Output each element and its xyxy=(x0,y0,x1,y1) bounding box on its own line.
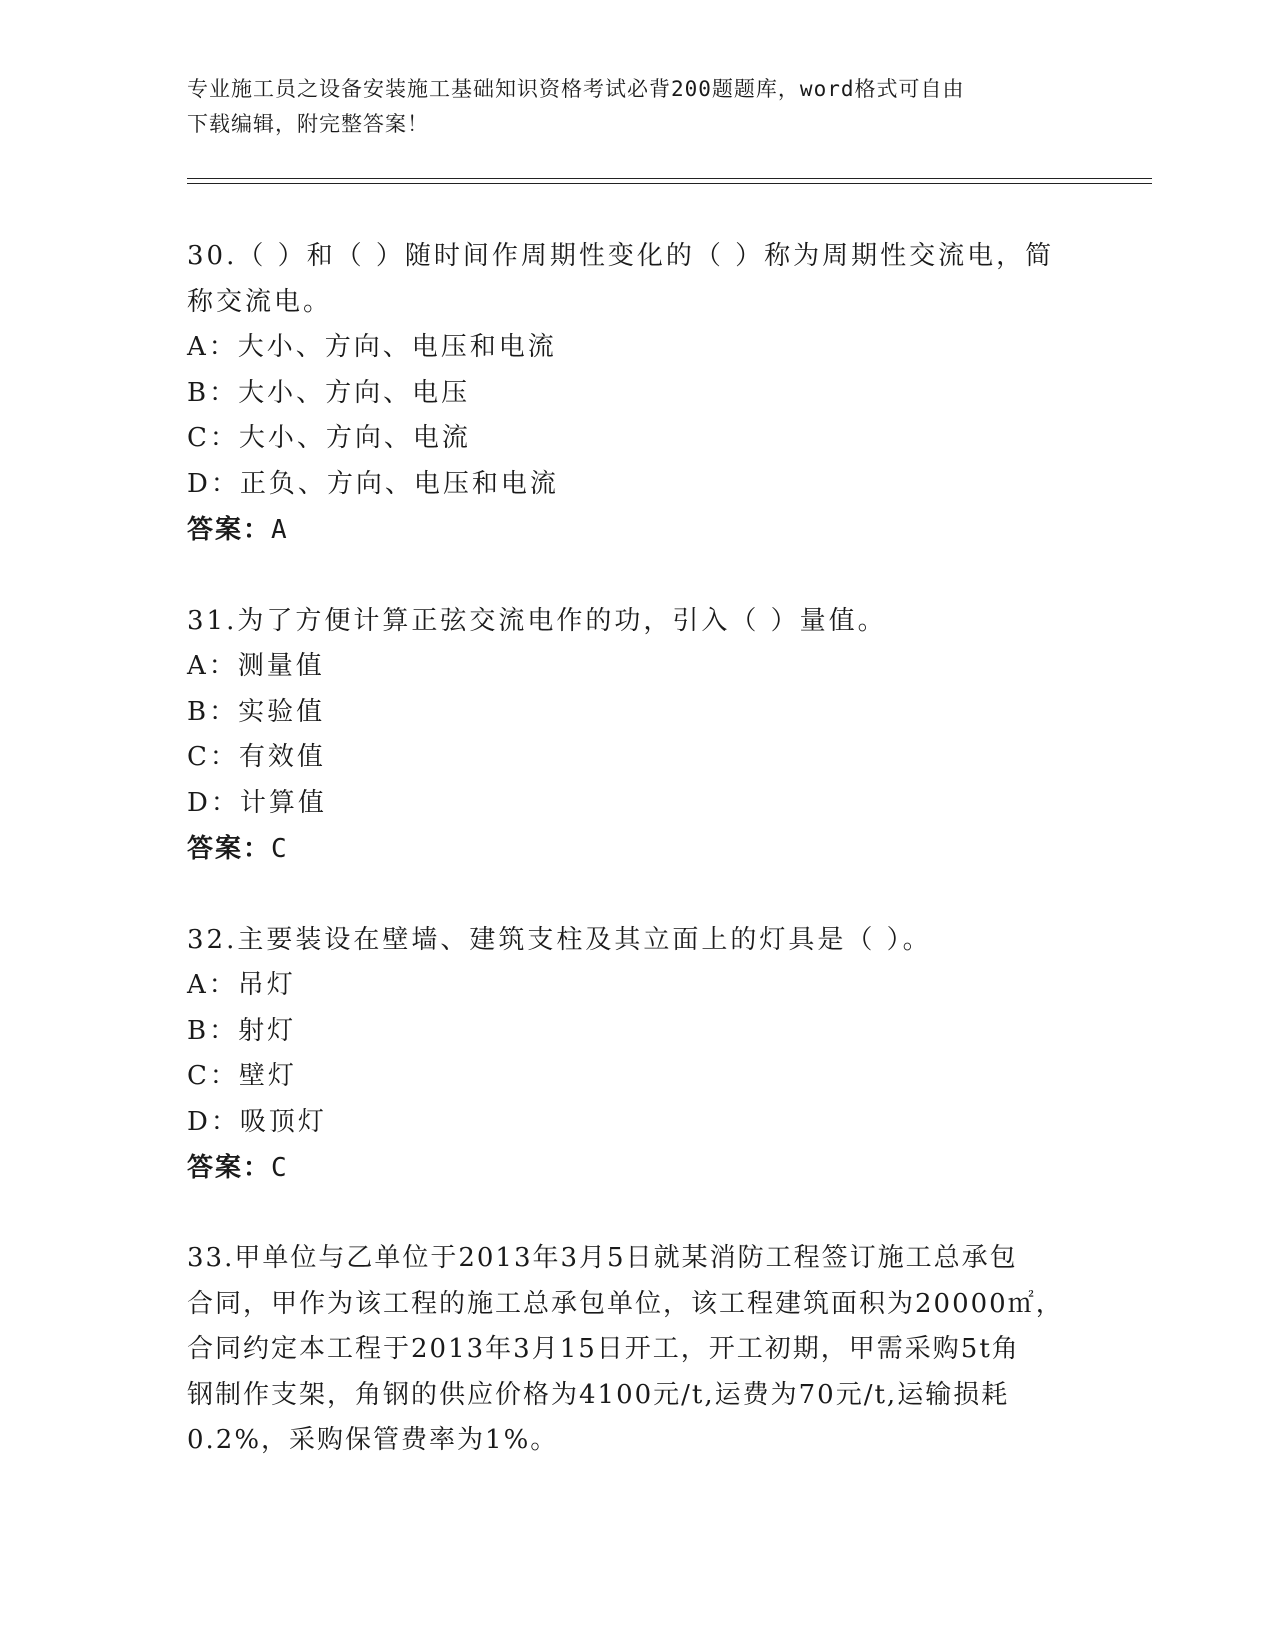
stem-line: 30.（ ）和（ ）随时间作周期性变化的（ ）称为周期性交流电，简 xyxy=(187,241,1055,271)
option-key: D： xyxy=(187,1106,240,1137)
option-b xyxy=(187,690,1087,736)
option-a xyxy=(187,644,1087,690)
document-header xyxy=(187,72,1087,142)
question-31 xyxy=(187,598,1087,872)
option-text: 测量值 xyxy=(237,651,325,681)
option-b xyxy=(187,1009,1087,1055)
option-key: A： xyxy=(187,970,238,1000)
option-text: 正负、方向、电压和电流 xyxy=(239,468,559,499)
option-d xyxy=(187,462,1087,508)
question-32 xyxy=(187,917,1087,1191)
option-key: B： xyxy=(187,1015,239,1046)
option-text: 大小、方向、电压 xyxy=(238,377,471,408)
option-text: 射灯 xyxy=(238,1015,297,1046)
option-text: 实验值 xyxy=(238,696,326,727)
header-divider xyxy=(187,183,1152,184)
option-text: 大小、方向、电压和电流 xyxy=(237,332,557,362)
header-line: 专业施工员之设备安装施工基础知识资格考试必背200题题库，word格式可自由 xyxy=(187,77,965,101)
option-key: A： xyxy=(187,651,238,681)
header-divider xyxy=(187,178,1152,179)
option-text: 计算值 xyxy=(239,787,327,818)
question-30 xyxy=(187,233,1087,553)
option-b xyxy=(187,371,1087,417)
question-stem xyxy=(187,598,1087,644)
stem-line: 31.为了方便计算正弦交流电作的功，引入（ ）量值。 xyxy=(187,606,887,636)
option-text: 吊灯 xyxy=(237,970,296,1000)
question-33 xyxy=(187,1236,1087,1464)
stem-line: 合同约定本工程于2013年3月15日开工，开工初期，甲需采购5t角 xyxy=(187,1334,1020,1364)
answer xyxy=(187,507,1087,553)
option-c xyxy=(187,735,1087,781)
option-key: C： xyxy=(187,423,239,453)
option-key: A： xyxy=(187,332,238,362)
question-stem xyxy=(187,1236,1087,1464)
option-text: 壁灯 xyxy=(238,1061,297,1091)
answer-label: 答案： xyxy=(187,1153,272,1183)
stem-line: 32.主要装设在壁墙、建筑支柱及其立面上的灯具是（ ）。 xyxy=(187,925,932,955)
stem-line: 钢制作支架，角钢的供应价格为4100元/t,运费为70元/t,运输损耗 xyxy=(187,1379,1010,1410)
option-text: 大小、方向、电流 xyxy=(238,423,471,453)
option-c xyxy=(187,1054,1087,1100)
option-a xyxy=(187,325,1087,371)
answer-value: C xyxy=(271,834,289,864)
option-key: B： xyxy=(187,377,239,408)
stem-line: 33.甲单位与乙单位于2013年3月5日就某消防工程签订施工总承包 xyxy=(187,1243,1018,1273)
question-stem xyxy=(187,917,1087,963)
option-d xyxy=(187,1100,1087,1146)
option-text: 吸顶灯 xyxy=(239,1106,327,1137)
option-key: D： xyxy=(187,787,240,818)
stem-line: 称交流电。 xyxy=(187,287,333,317)
stem-line: 0.2%，采购保管费率为1%。 xyxy=(187,1425,559,1455)
option-key: B： xyxy=(187,696,239,727)
option-text: 有效值 xyxy=(238,742,326,772)
option-d xyxy=(187,781,1087,827)
option-a xyxy=(187,963,1087,1009)
answer-label: 答案： xyxy=(187,834,272,864)
answer-value: A xyxy=(271,515,289,545)
answer xyxy=(187,1145,1087,1191)
option-key: D： xyxy=(187,468,240,499)
answer xyxy=(187,826,1087,872)
question-stem xyxy=(187,233,1087,325)
answer-value: C xyxy=(271,1153,289,1183)
answer-label: 答案： xyxy=(187,515,272,545)
option-key: C： xyxy=(187,742,239,772)
option-key: C： xyxy=(187,1061,239,1091)
option-c xyxy=(187,416,1087,462)
header-line: 下载编辑，附完整答案！ xyxy=(187,112,429,136)
stem-line: 合同，甲作为该工程的施工总承包单位，该工程建筑面积为20000㎡， xyxy=(187,1288,1064,1319)
